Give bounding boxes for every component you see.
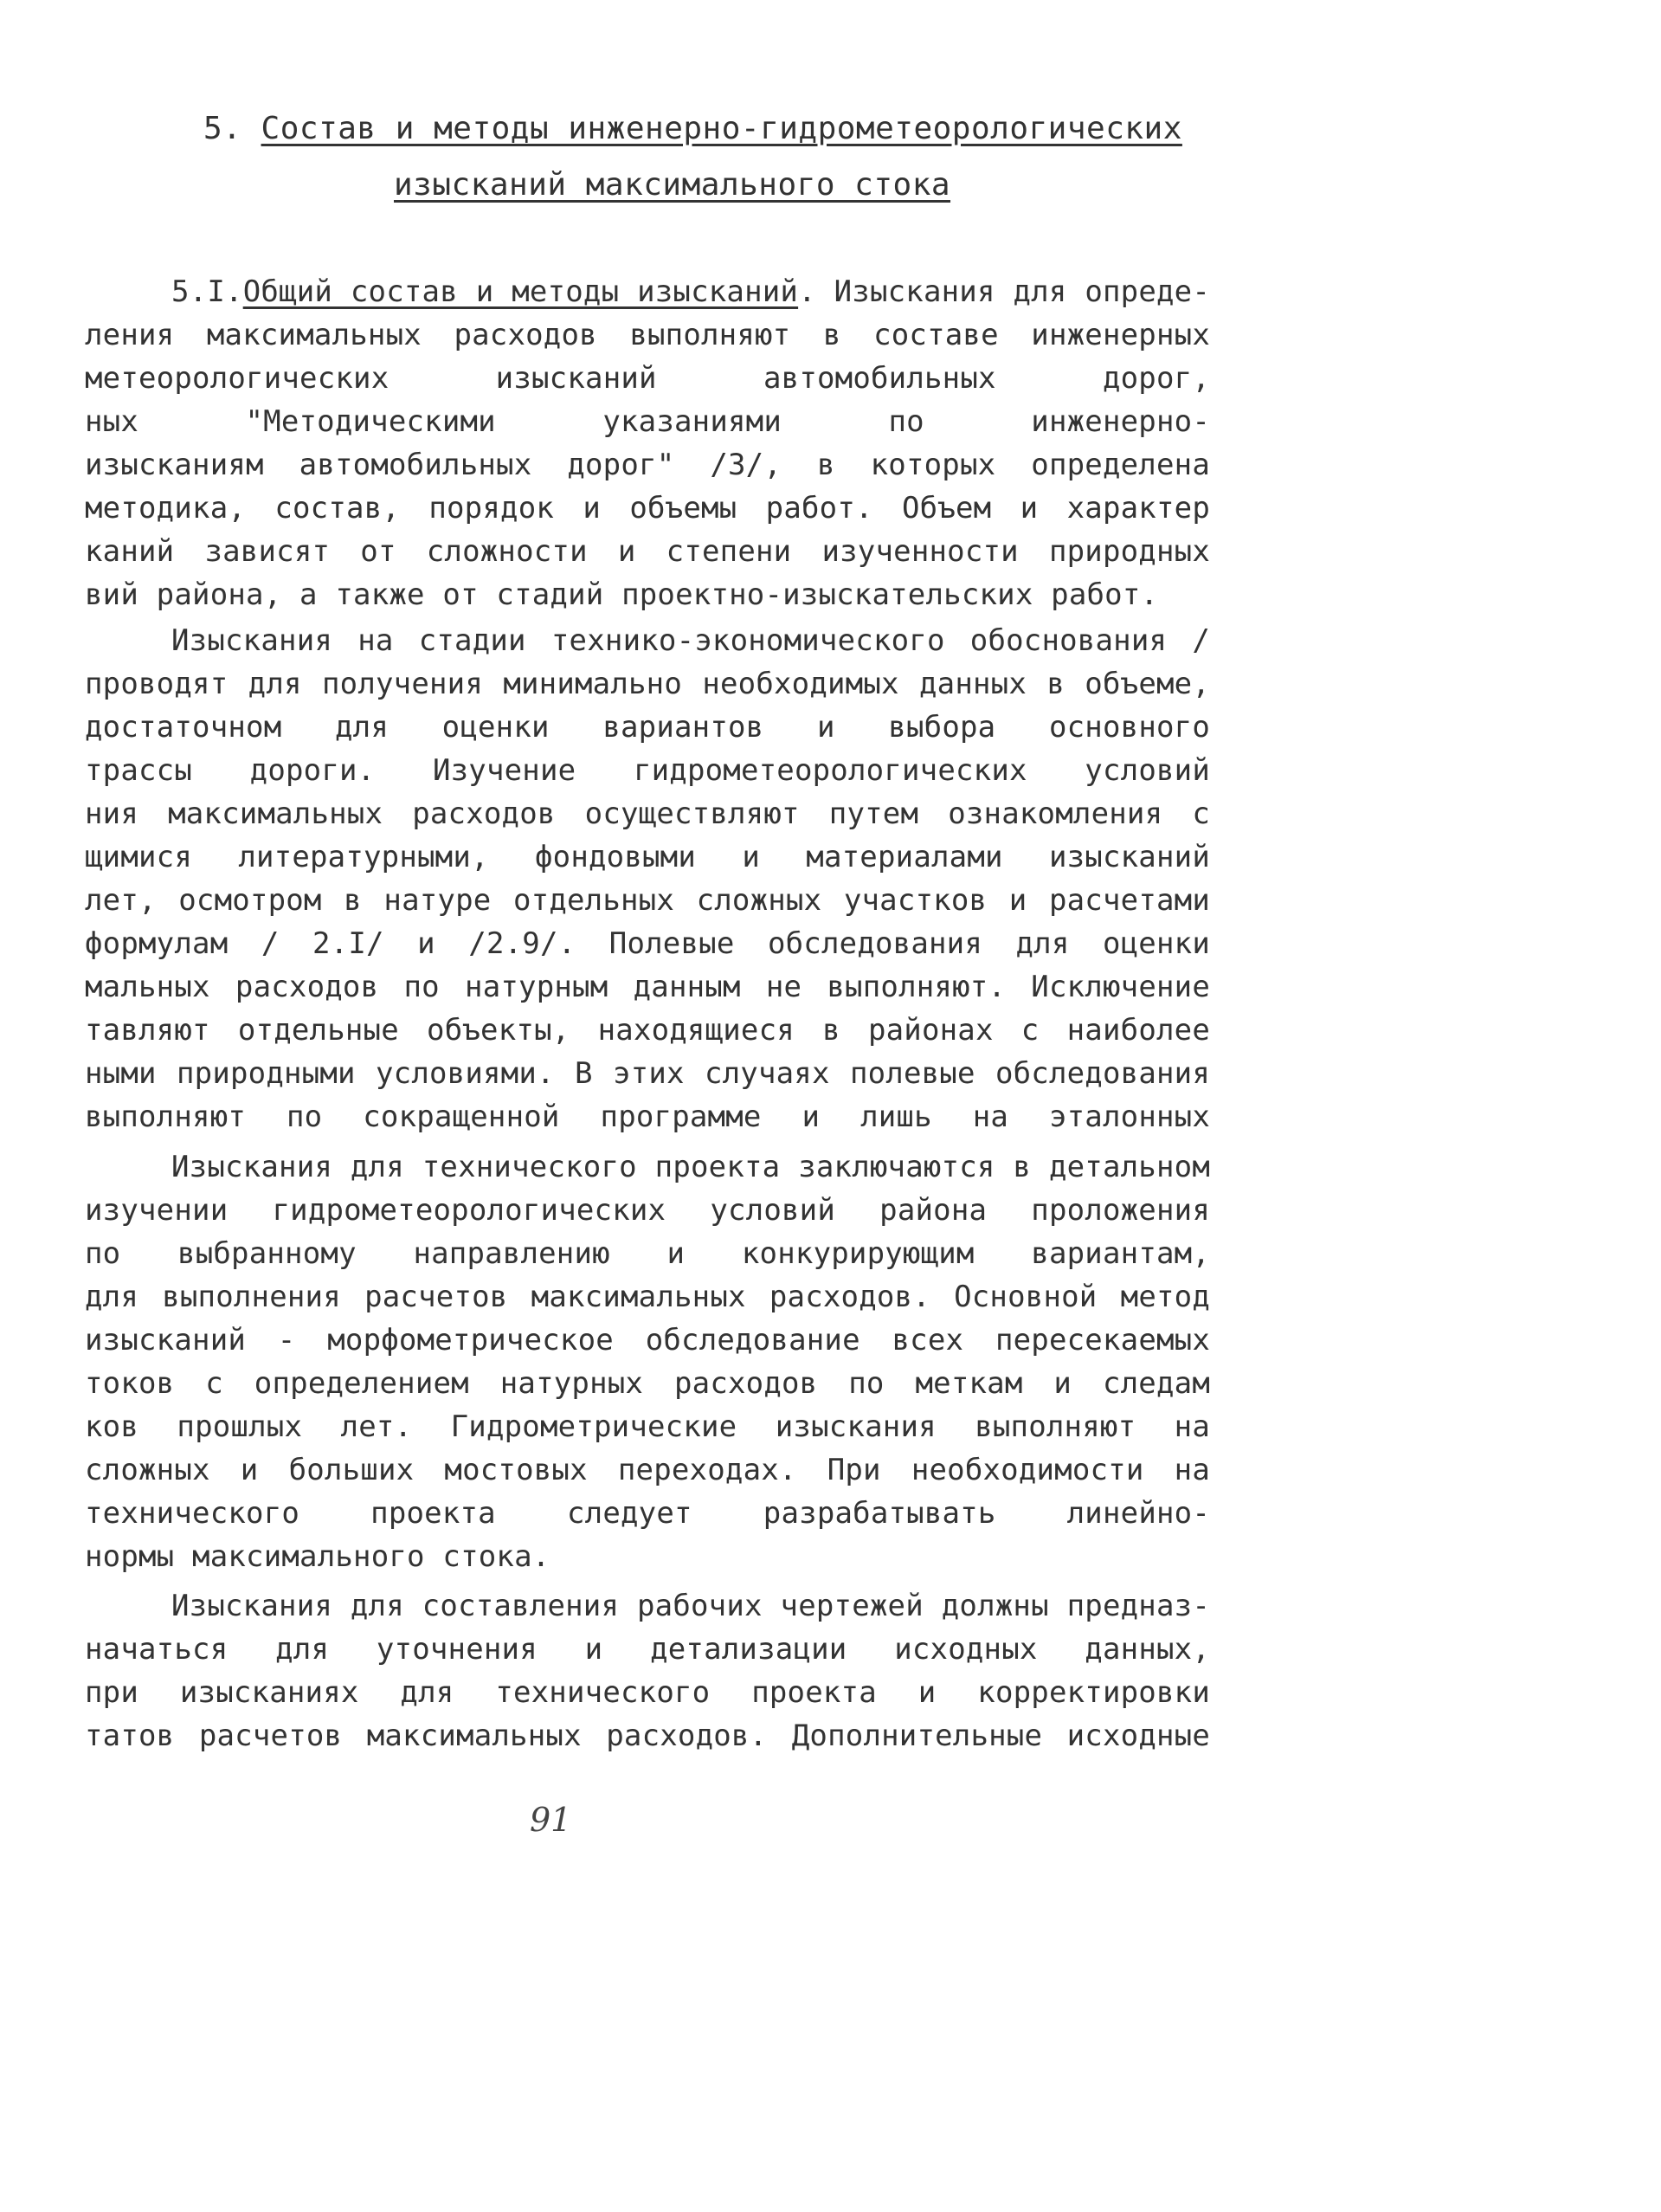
text-line: Изыскания для составления рабочих чертежей должны предназ- [171,1589,1210,1623]
text-line: методика, состав, порядок и объемы работ. Объем и характер [85,491,1210,526]
text-line: лет, осмотром в натуре отдельных сложных участков и расчетами [85,883,1210,918]
text-line: по выбранному направлению и конкурирующим вариантам, [85,1236,1210,1271]
text-line: ными природными условиями. В этих случаях полевые обследования [85,1056,1210,1091]
text-line: Изыскания для технического проекта заключаются в детальном [171,1150,1210,1184]
text-line: достаточном для оценки вариантов и выбора основного [85,710,1210,745]
title-line-2 [394,167,950,203]
text-line: проводят для получения минимально необходимых данных в объеме, [85,667,1210,701]
text-line: изысканиям автомобильных дорог" /3/, в которых определена [85,448,1210,482]
text-line: тавляют отдельные объекты, находящиеся в районах с наиболее [85,1013,1210,1048]
paragraph-2 [85,619,1210,1138]
text-line: щимися литературными, фондовыми и материалами изысканий [85,840,1210,874]
paragraph-4 [85,1584,1210,1757]
text-line: выполняют по сокращенной программе и лишь на эталонных [85,1100,1210,1134]
paragraph-3 [85,1145,1210,1578]
text-line: сложных и больших мостовых переходах. При необходимости на [85,1453,1210,1487]
text-line: формулам / 2.I/ и /2.9/. Полевые обследования для оценки [85,926,1210,961]
title-text-line-2: изысканий максимального стока [394,167,951,203]
text-line: технического проекта следует разрабатывать линейно- [85,1496,1210,1531]
text-line: вий района, а также от стадий проектно-изыскательских работ. [85,577,1159,612]
text-line: трассы дороги. Изучение гидрометеорологических условий [85,753,1210,788]
text-line: метеорологических изысканий автомобильных дорог, [85,361,1210,396]
title-number: 5. [203,111,242,146]
text-line: каний зависят от сложности и степени изученности природных [85,534,1210,569]
text-line: нормы максимального стока. [85,1539,550,1574]
text-line: ния максимальных расходов осуществляют путем ознакомления с [85,796,1210,831]
text-line: Изыскания на стадии технико-экономического обоснования / [171,623,1210,658]
text-line: ных "Методическими указаниями по инженерно- [85,404,1210,439]
paragraph-1 [85,270,1210,616]
text-line: при изысканиях для технического проекта и корректировки [85,1675,1210,1710]
section-first-line-rest: . Изыскания для опреде- [798,274,1210,309]
title-text-line-1: Состав и методы инженерно-гидрометеорологических [261,111,1182,146]
text-line: мальных расходов по натурным данным не выполняют. Исключение [85,970,1210,1004]
text-line: татов расчетов максимальных расходов. Дополнительные исходные [85,1719,1210,1753]
text-line: ков прошлых лет. Гидрометрические изыскания выполняют на [85,1409,1210,1444]
page-number: 91 [530,1801,572,1839]
text-line: для выполнения расчетов максимальных расходов. Основной метод [85,1280,1210,1314]
text-line: начаться для уточнения и детализации исходных данных, [85,1632,1210,1667]
text-line: ления максимальных расходов выполняют в составе инженерных [85,318,1210,352]
title-line-1 [203,111,1182,146]
section-heading-line [85,270,1210,313]
text-line: токов с определением натурных расходов по меткам и следам [85,1366,1210,1401]
text-line: изысканий - морфометрическое обследование всех пересекаемых [85,1323,1210,1358]
text-line: изучении гидрометеорологических условий района проложения [85,1193,1210,1228]
section-number: 5.I. [171,274,243,309]
section-heading: Общий состав и методы изысканий [242,274,799,309]
